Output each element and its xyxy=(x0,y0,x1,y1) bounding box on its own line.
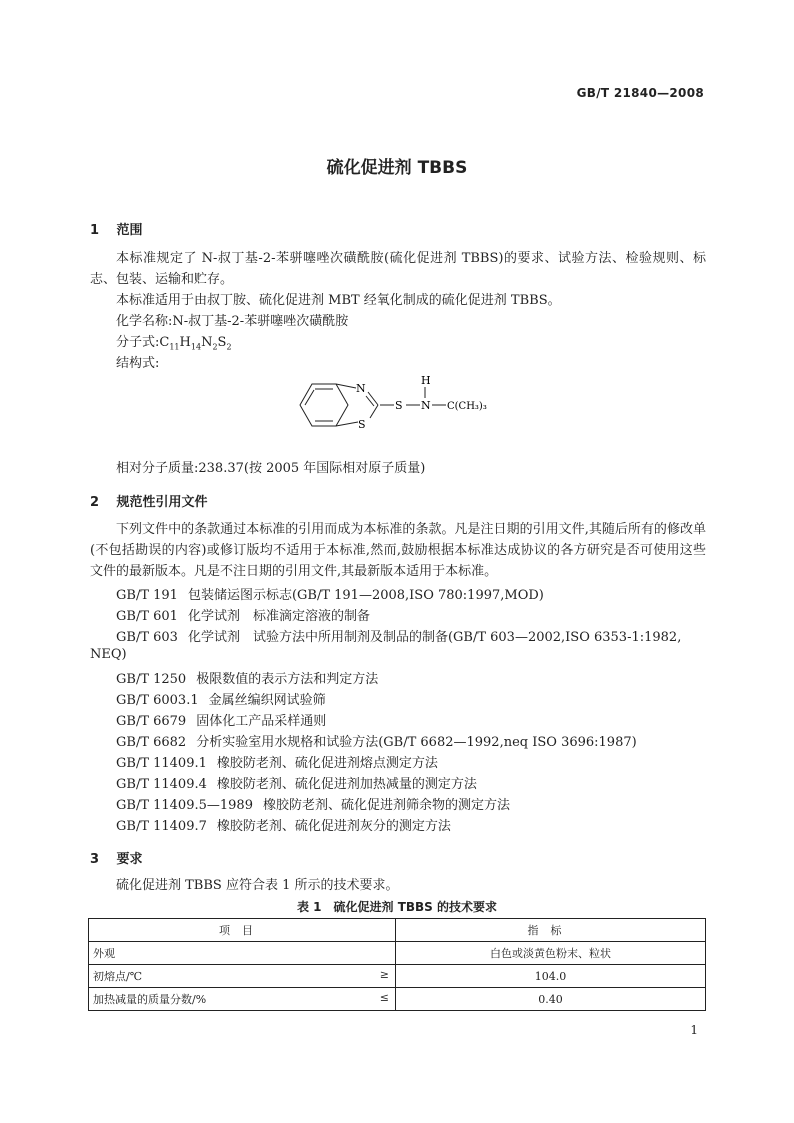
row-item xyxy=(89,965,396,988)
reference-title: 橡胶防老剂、硫化促进剂灰分的测定方法 xyxy=(216,819,451,834)
reference-code: GB/T 6679 xyxy=(116,714,187,729)
ring-nitrogen-label: N xyxy=(356,382,366,395)
row-item xyxy=(89,988,396,1011)
table-row xyxy=(89,988,706,1011)
table-row xyxy=(89,965,706,988)
requirements-paragraph: 硫化促进剂 TBBS 应符合表 1 所示的技术要求。 xyxy=(116,878,399,893)
reference-item xyxy=(116,626,681,645)
row-value: 0.40 xyxy=(396,988,706,1011)
section-number: 2 xyxy=(90,495,100,510)
table-caption: 表 1 硫化促进剂 TBBS 的技术要求 xyxy=(296,900,497,914)
reference-code: GB/T 601 xyxy=(116,609,178,624)
tert-butyl-group-label: C(CH₃)₃ xyxy=(447,401,487,412)
row-item-label: 初熔点/℃ xyxy=(93,970,143,983)
reference-item xyxy=(116,773,477,792)
hydrogen-label: H xyxy=(421,374,431,387)
formula-c-count: 11 xyxy=(169,342,180,352)
section-title: 范围 xyxy=(116,223,143,238)
reference-item xyxy=(116,605,370,624)
section-2-heading xyxy=(90,491,208,510)
header-value: 指标 xyxy=(396,919,706,942)
section-number: 1 xyxy=(90,223,100,238)
row-item xyxy=(89,942,396,965)
reference-title: 橡胶防老剂、硫化促进剂熔点测定方法 xyxy=(216,756,438,771)
ring-sulfur-label: S xyxy=(358,418,366,431)
section-title: 规范性引用文件 xyxy=(116,495,208,510)
row-value: 白色或淡黄色粉末、粒状 xyxy=(396,942,706,965)
reference-title: 固体化工产品采样通则 xyxy=(196,714,327,729)
formula-h: H xyxy=(179,335,191,350)
formula-c: C xyxy=(159,335,170,350)
page-number: 1 xyxy=(690,1023,698,1037)
reference-code: GB/T 6003.1 xyxy=(116,693,199,708)
section-3-heading xyxy=(90,848,143,867)
reference-continuation: NEQ) xyxy=(90,647,127,662)
spec-table xyxy=(88,918,706,1011)
table-header-row xyxy=(89,919,706,942)
formula-n: N xyxy=(201,335,213,350)
reference-code: GB/T 1250 xyxy=(116,672,187,687)
row-value: 104.0 xyxy=(396,965,706,988)
reference-title: 化学试剂 试验方法中所用制剂及制品的制备(GB/T 603—2002,ISO 6353-1:1982, xyxy=(187,630,682,645)
formula-s-count: 2 xyxy=(226,342,232,352)
reference-item xyxy=(116,794,510,813)
structure-label: 结构式: xyxy=(116,356,160,371)
reference-item xyxy=(116,710,326,729)
formula-s: S xyxy=(217,335,227,350)
table-row xyxy=(89,942,706,965)
reference-title: 分析实验室用水规格和试验方法(GB/T 6682—1992,neq ISO 3696:1987) xyxy=(196,735,637,750)
chain-nitrogen-label: N xyxy=(421,399,431,412)
reference-title: 极限数值的表示方法和判定方法 xyxy=(196,672,379,687)
reference-item xyxy=(116,668,378,687)
molar-mass: 相对分子质量:238.37(按 2005 年国际相对原子质量) xyxy=(116,461,426,476)
row-comparator: ≤ xyxy=(379,991,389,1004)
reference-item xyxy=(116,584,544,603)
reference-item xyxy=(116,752,438,771)
formula-label: 分子式: xyxy=(116,335,160,350)
scope-paragraph-1: 本标准规定了 N-叔丁基-2-苯骈噻唑次磺酰胺(硫化促进剂 TBBS)的要求、试验方法、检验规则、标志、包装、运输和贮存。 xyxy=(90,251,706,287)
reference-code: GB/T 191 xyxy=(116,588,178,603)
reference-item xyxy=(116,731,637,750)
reference-item xyxy=(116,689,326,708)
row-comparator: ≥ xyxy=(379,968,389,981)
row-item-label: 加热减量的质量分数/% xyxy=(93,993,207,1006)
chain-sulfur-label: S xyxy=(395,399,403,412)
reference-title: 橡胶防老剂、硫化促进剂加热减量的测定方法 xyxy=(216,777,477,792)
header-item: 项目 xyxy=(89,919,396,942)
reference-code: GB/T 11409.5—1989 xyxy=(116,798,253,813)
chemical-name: 化学名称:N-叔丁基-2-苯骈噻唑次磺酰胺 xyxy=(116,314,349,329)
formula-h-count: 14 xyxy=(190,342,202,352)
scope-paragraph-2: 本标准适用于由叔丁胺、硫化促进剂 MBT 经氧化制成的硫化促进剂 TBBS。 xyxy=(116,293,561,308)
reference-code: GB/T 603 xyxy=(116,630,178,645)
section-title: 要求 xyxy=(116,852,143,867)
normative-references-paragraph: 下列文件中的条款通过本标准的引用而成为本标准的条款。凡是注日期的引用文件,其随后所有的修改单(不包括勘误的内容)或修订版均不适用于本标准,然而,鼓励根据本标准达成协议的各方研究是否可使用这些文件的最新版本。凡是不注日期的引用文件,其最新版本适用于本标准。 xyxy=(90,522,706,579)
reference-title: 包装储运图示标志(GB/T 191—2008,ISO 780:1997,MOD) xyxy=(187,588,544,603)
formula-n-count: 2 xyxy=(212,342,218,352)
reference-code: GB/T 6682 xyxy=(116,735,187,750)
structural-formula xyxy=(290,370,510,440)
section-number: 3 xyxy=(90,852,100,867)
standard-code: GB/T 21840—2008 xyxy=(576,86,704,100)
reference-item xyxy=(116,815,451,834)
reference-title: 橡胶防老剂、硫化促进剂筛余物的测定方法 xyxy=(262,798,510,813)
row-item-label: 外观 xyxy=(93,947,115,960)
reference-code: GB/T 11409.1 xyxy=(116,756,207,771)
document-title: 硫化促进剂 TBBS xyxy=(326,158,468,178)
reference-title: 金属丝编织网试验筛 xyxy=(208,693,326,708)
reference-code: GB/T 11409.7 xyxy=(116,819,207,834)
reference-title: 化学试剂 标准滴定溶液的制备 xyxy=(187,609,370,624)
reference-code: GB/T 11409.4 xyxy=(116,777,207,792)
section-1-heading xyxy=(90,219,143,238)
